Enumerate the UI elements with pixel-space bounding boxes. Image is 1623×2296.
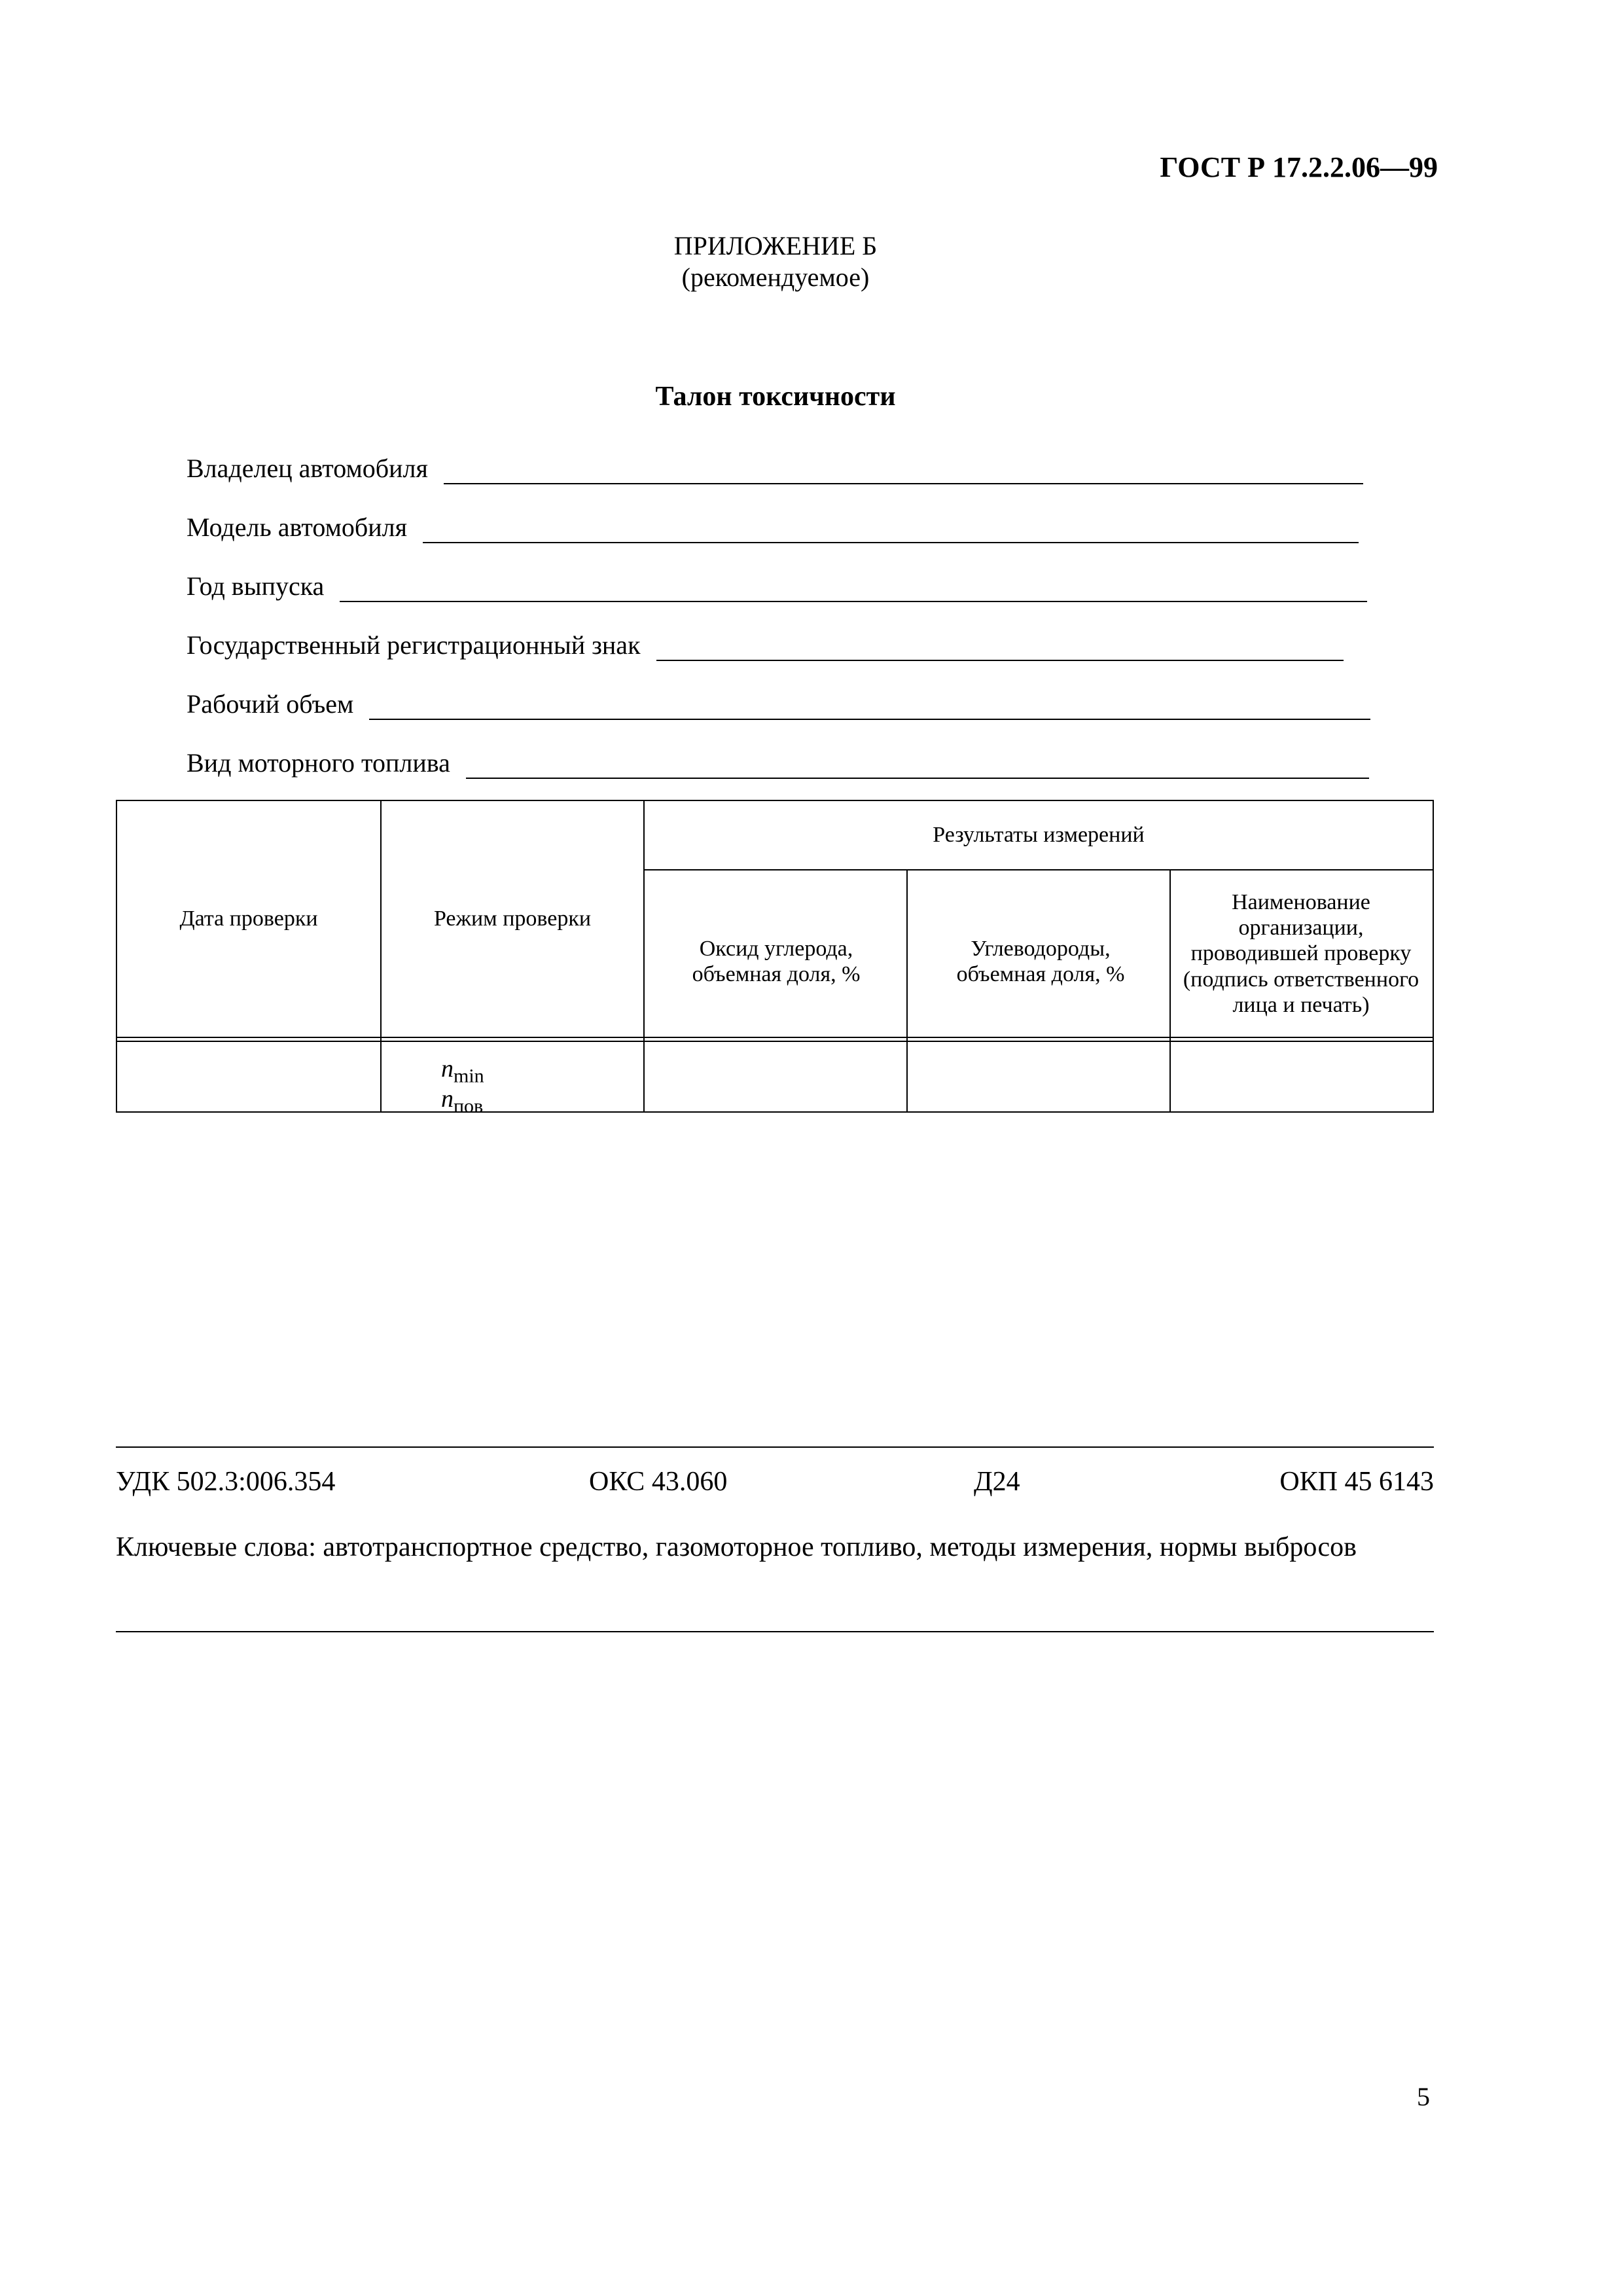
keywords: Ключевые слова: автотранспортное средство, газомоторное топливо, методы измерения, нормы выбросов bbox=[116, 1532, 1357, 1562]
divider bbox=[1169, 869, 1171, 1111]
toxicity-table bbox=[116, 800, 1434, 1117]
field-fuel-type-line bbox=[466, 778, 1369, 779]
field-reg-plate-line bbox=[656, 660, 1344, 661]
mode-value-pov: $n_{пов}$ bbox=[441, 1085, 484, 1117]
okp-code: ОКП 45 6143 bbox=[1279, 1467, 1434, 1497]
header-ch bbox=[933, 912, 1149, 1011]
field-fuel-type-label: Вид моторного топлива bbox=[187, 748, 450, 778]
d-code: Д24 bbox=[974, 1467, 1020, 1497]
field-year bbox=[187, 569, 1367, 602]
header-organization-text: Наименование организации, проводившей проверку (подпись ответственного лица и печать) bbox=[1183, 890, 1419, 1017]
header-co-text: Оксид углерода, объемная доля, % bbox=[692, 936, 861, 986]
header-results-group bbox=[645, 801, 1433, 869]
header-date bbox=[117, 801, 380, 1037]
appendix-title: ПРИЛОЖЕНИЕ Б bbox=[673, 231, 878, 260]
oks-code: ОКС 43.060 bbox=[589, 1467, 728, 1497]
header-date-text: Дата проверки bbox=[179, 906, 318, 931]
mode-values bbox=[441, 1056, 484, 1117]
document-code: ГОСТ Р 17.2.2.06—99 bbox=[1160, 151, 1438, 183]
page-number: 5 bbox=[1417, 2082, 1430, 2111]
divider bbox=[906, 869, 908, 1111]
field-reg-plate-label: Государственный регистрационный знак bbox=[187, 630, 641, 660]
field-displacement-label: Рабочий объем bbox=[187, 689, 354, 719]
divider bbox=[116, 1446, 1434, 1448]
form-title: Талон токсичности bbox=[655, 382, 896, 412]
field-model-label: Модель автомобиля bbox=[187, 512, 407, 542]
udk-code: УДК 502.3:006.354 bbox=[116, 1467, 336, 1497]
divider bbox=[643, 869, 1434, 870]
field-owner bbox=[187, 452, 1363, 484]
header-results-text: Результаты измерений bbox=[933, 823, 1145, 848]
field-displacement bbox=[187, 687, 1370, 720]
mode-value-min: $n_{min}$ bbox=[441, 1055, 484, 1087]
appendix-subtitle: (рекомендуемое) bbox=[681, 262, 870, 292]
field-model-line bbox=[423, 542, 1359, 543]
field-fuel-type bbox=[187, 746, 1369, 779]
field-owner-line bbox=[444, 483, 1363, 484]
field-year-line bbox=[340, 601, 1367, 602]
divider bbox=[117, 1041, 1433, 1042]
header-ch-text: Углеводороды, объемная доля, % bbox=[956, 936, 1125, 986]
field-displacement-line bbox=[369, 719, 1370, 720]
field-reg-plate bbox=[187, 628, 1344, 661]
field-year-label: Год выпуска bbox=[187, 571, 325, 601]
header-co bbox=[667, 912, 885, 1011]
divider bbox=[116, 1631, 1434, 1632]
field-owner-label: Владелец автомобиля bbox=[187, 454, 428, 483]
divider bbox=[117, 1037, 1433, 1038]
header-organization bbox=[1173, 872, 1429, 1035]
header-mode-text: Режим проверки bbox=[433, 906, 592, 931]
field-model bbox=[187, 511, 1359, 543]
header-mode bbox=[382, 801, 643, 1037]
